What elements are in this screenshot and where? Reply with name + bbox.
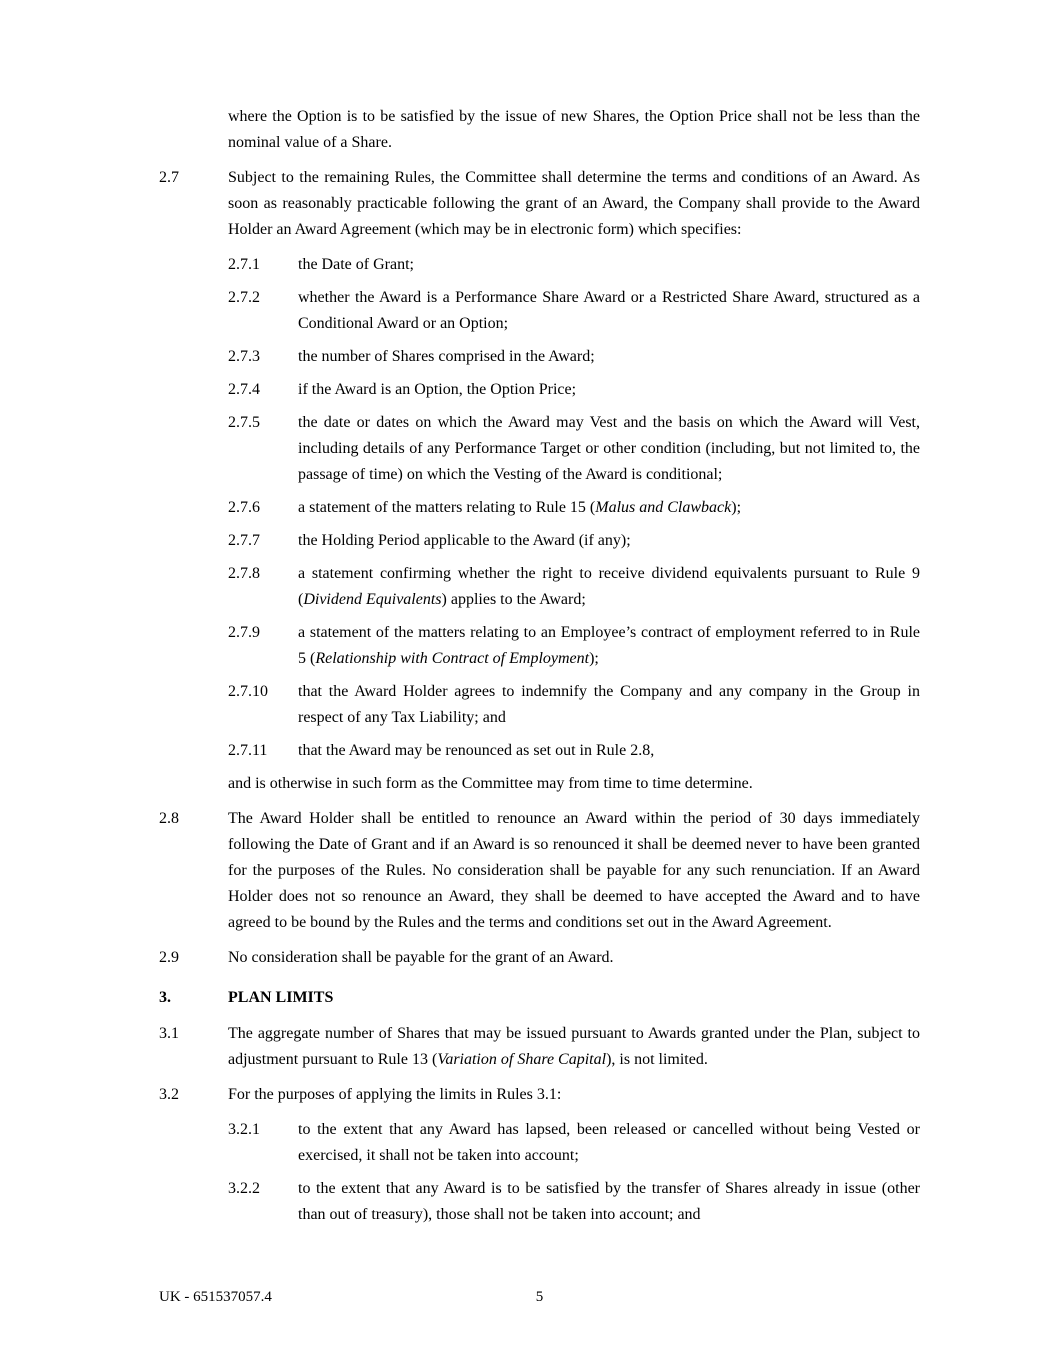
subclause-number: 2.7.8 [228, 565, 260, 582]
subclause-text [298, 285, 920, 337]
subclause-text [298, 679, 920, 731]
clause-2-8 [159, 806, 920, 936]
subclause-text [298, 252, 920, 278]
subclause-text [298, 1117, 920, 1169]
clause-2-7 [159, 165, 920, 243]
footer-page-number: 5 [535, 1289, 544, 1305]
subclause-2-7-7 [228, 528, 920, 554]
subclause-2-7-3 [228, 344, 920, 370]
paragraph-continuation: where the Option is to be satisfied by the issue of new Shares, the Option Price shall not be less than the nominal value of a Share. [228, 108, 920, 151]
subclause-text [298, 620, 920, 672]
text-run: to the extent that any Award is to be satisfied by the transfer of Shares already in issue (other than out of treasury), those shall not be taken into account; and [298, 1180, 920, 1223]
clause-text: For the purposes of applying the limits in Rules 3.1: [228, 1086, 562, 1103]
subclause-text [298, 377, 920, 403]
subclause-2-7-2 [228, 285, 920, 337]
section-number: 3. [159, 989, 171, 1006]
section-title: PLAN LIMITS [228, 989, 334, 1006]
footer-document-reference: UK - 651537057.4 [159, 1289, 272, 1305]
subclause-number: 2.7.3 [228, 348, 260, 365]
text-run: that the Award Holder agrees to indemnify the Company and any company in the Group in respect of any Tax Liability; and [298, 683, 920, 726]
subclause-text [298, 344, 920, 370]
text-run: the date or dates on which the Award may Vest and the basis on which the Award will Vest, including details of any Performance Target or other condition (including, but not limited to, the passage of time) on which the Vesting of the Award is conditional; [298, 414, 920, 483]
text-run: The aggregate number of Shares that may be issued pursuant to Awards granted under the Plan, subject to adjustment pursuant to Rule 13 ( [228, 1025, 920, 1068]
italic-term: Dividend Equivalents [303, 591, 442, 608]
subclause-2-7-4 [228, 377, 920, 403]
subclause-number: 2.7.5 [228, 414, 260, 431]
clause-2-9 [159, 945, 920, 971]
clause-text [228, 1021, 920, 1073]
text-run: if the Award is an Option, the Option Price; [298, 381, 577, 398]
text-run: whether the Award is a Performance Share Award or a Restricted Share Award, structured as a Conditional Award or an Option; [298, 289, 920, 332]
text-run: the Holding Period applicable to the Award (if any); [298, 532, 631, 549]
italic-term: Relationship with Contract of Employment [315, 650, 590, 667]
clause-3-1 [159, 1021, 920, 1073]
subclause-text [298, 495, 920, 521]
subclause-text [298, 410, 920, 488]
subclause-number: 2.7.10 [228, 683, 268, 700]
clause-text: The Award Holder shall be entitled to renounce an Award within the period of 30 days immediately following the Date of Grant and if an Award is so renounced it shall be deemed never to have been granted for the purposes of the Rules. No consideration shall be payable for any such renunciation. If an Award Holder does not so renounce an Award, they shall be deemed to have accepted the Award and to have agreed to be bound by the Rules and the terms and conditions set out in the Award Agreement. [228, 810, 920, 931]
text-run: ); [589, 650, 599, 667]
subclause-number: 2.7.11 [228, 742, 268, 759]
subclause-number: 3.2.2 [228, 1180, 260, 1197]
subclause-text [298, 528, 920, 554]
clause-number: 2.9 [159, 949, 179, 966]
subclause-number: 2.7.4 [228, 381, 260, 398]
clause-text: Subject to the remaining Rules, the Committee shall determine the terms and conditions of an Award. As soon as reasonably practicable following the grant of an Award, the Company shall provide to the Award Holder an Award Agreement (which may be in electronic form) which specifies: [228, 169, 920, 238]
clause-number: 3.1 [159, 1025, 179, 1042]
subclause-3-2-1 [228, 1117, 920, 1169]
subclause-text [298, 1176, 920, 1228]
italic-term: Malus and Clawback [595, 499, 732, 516]
clause-3-2 [159, 1082, 920, 1108]
text-run: that the Award may be renounced as set out in Rule 2.8, [298, 742, 655, 759]
subclause-2-7-1 [228, 252, 920, 278]
section-3-heading [159, 985, 920, 1011]
subclause-2-7-11 [228, 738, 920, 764]
subclause-number: 2.7.1 [228, 256, 260, 273]
text-run: the Date of Grant; [298, 256, 414, 273]
clause-2-7-closing: and is otherwise in such form as the Committee may from time to time determine. [228, 775, 753, 792]
text-run: to the extent that any Award has lapsed, been released or cancelled without being Vested or exercised, it shall not be taken into account; [298, 1121, 920, 1164]
document-content [159, 104, 920, 1235]
footer-spacer [543, 1287, 920, 1307]
page-footer [159, 1287, 920, 1307]
text-run: a statement of the matters relating to an Employee’s contract of employment referred to in Rule 5 ( [298, 624, 920, 667]
subclause-2-7-10 [228, 679, 920, 731]
text-run: ); [731, 499, 742, 516]
subclause-text [298, 738, 920, 764]
subclause-number: 2.7.9 [228, 624, 260, 641]
subclause-2-7-6 [228, 495, 920, 521]
text-run: a statement of the matters relating to Rule 15 ( [298, 499, 596, 516]
subclause-number: 2.7.2 [228, 289, 260, 306]
subclause-number: 2.7.7 [228, 532, 260, 549]
clause-number: 3.2 [159, 1086, 179, 1103]
clause-number: 2.7 [159, 169, 179, 186]
text-run: ), is not limited. [606, 1051, 708, 1068]
clause-number: 2.8 [159, 810, 179, 827]
text-run: a statement confirming whether the right to receive dividend equivalents pursuant to Rule 9 ( [298, 565, 920, 608]
subclause-number: 2.7.6 [228, 499, 260, 516]
subclause-2-7-9 [228, 620, 920, 672]
subclause-2-7-8 [228, 561, 920, 613]
text-run: ) applies to the Award; [441, 591, 586, 608]
subclause-2-7-5 [228, 410, 920, 488]
subclause-3-2-2 [228, 1176, 920, 1228]
text-run: the number of Shares comprised in the Award; [298, 348, 595, 365]
clause-text: No consideration shall be payable for the grant of an Award. [228, 949, 614, 966]
italic-term: Variation of Share Capital [437, 1051, 607, 1068]
subclause-number: 3.2.1 [228, 1121, 260, 1138]
subclause-text [298, 561, 920, 613]
